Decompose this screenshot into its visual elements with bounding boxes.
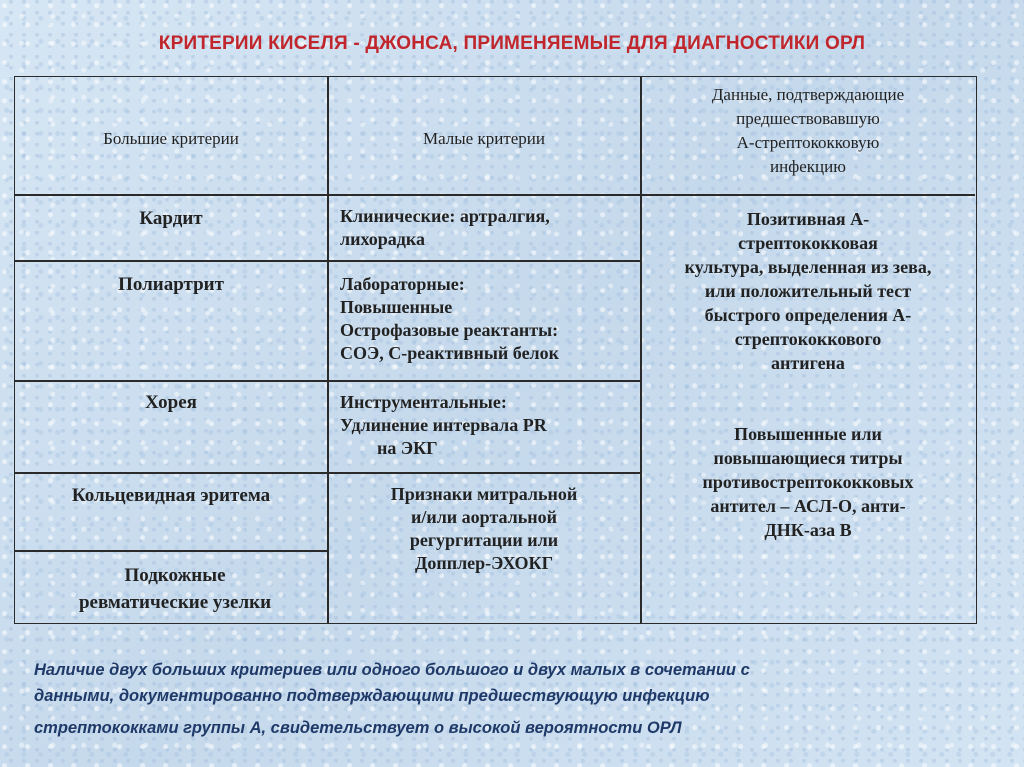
major-criterion-erythema: Кольцевидная эритема bbox=[71, 485, 271, 506]
major-criterion-polyarthritis: Полиартрит bbox=[118, 274, 224, 295]
criteria-table bbox=[14, 76, 977, 624]
major-criterion-nodules: Подкожные ревматические узелки bbox=[78, 565, 272, 613]
diagnostic-note: Наличие двух больших критериев или одного большого и двух малых в сочетании с данными, документированно подтверждающими предшествующую инфекцию стрептококками группы А, свидетельствует о высокой вероятности ОРЛ bbox=[34, 661, 750, 737]
row-divider-2 bbox=[15, 380, 640, 382]
minor-criteria-laboratory: Лабораторные: Повышенные Острофазовые реактанты: СОЭ, С-реактивный белок bbox=[340, 274, 560, 363]
slide-title: КРИТЕРИИ КИСЕЛЯ - ДЖОНСА, ПРИМЕНЯЕМЫЕ ДЛЯ ДИАГНОСТИКИ ОРЛ bbox=[158, 33, 866, 54]
major-criterion-chorea: Хорея bbox=[145, 392, 197, 413]
header-divider bbox=[15, 194, 975, 196]
evidence-elevated-titers: Повышенные или повышающиеся титры противострептококковых антител – АСЛ-О, анти- ДНК-аза В bbox=[702, 424, 914, 540]
row-divider-1 bbox=[15, 260, 640, 262]
header-major-criteria: Большие критерии bbox=[103, 129, 239, 148]
minor-criteria-instrumental: Инструментальные: Удлинение интервала PR на ЭКГ bbox=[340, 392, 547, 458]
minor-criteria-clinical: Клинические: артралгия, лихорадка bbox=[340, 206, 550, 249]
row-divider-4 bbox=[15, 550, 327, 552]
major-criterion-carditis: Кардит bbox=[139, 208, 203, 229]
header-evidence: Данные, подтверждающие предшествовавшую А-стрептококковую инфекцию bbox=[711, 85, 905, 176]
minor-criteria-regurgitation: Признаки митральной и/или аортальной регургитации или Допплер-ЭХОКГ bbox=[390, 484, 578, 573]
evidence-positive-culture: Позитивная А- стрептококковая культура, выделенная из зева, или положительный тест быстрого определения А- стрептококкового антигена bbox=[684, 209, 932, 373]
row-divider-3 bbox=[15, 472, 640, 474]
header-minor-criteria: Малые критерии bbox=[422, 129, 546, 148]
